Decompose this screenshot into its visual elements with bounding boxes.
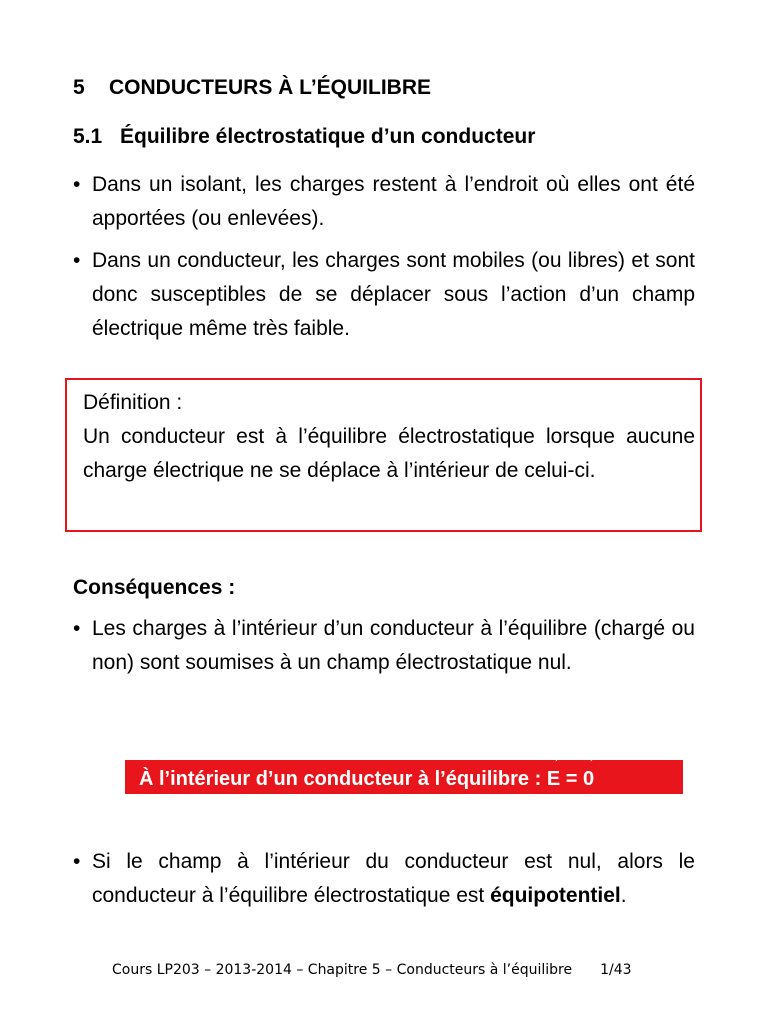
page-number: 1/43 [600,962,632,978]
definition-box [65,378,702,532]
section-title: CONDUCTEURS À L’ÉQUILIBRE [109,76,432,99]
consequence-bullet-equipotentiel [73,845,695,913]
bullet-icon: • [73,850,81,873]
vector-e [546,749,561,796]
definition-text: Un conducteur est à l’équilibre électrostatique lorsque aucune charge électrique ne se déplace à l’intérieur de celui-ci. [83,425,695,482]
consequence-bullet-charges [73,612,695,680]
intro-bullet-conducteur [73,244,695,346]
subsection-heading [73,122,693,152]
equals-sign: = [560,768,583,790]
subsection-title: Équilibre électrostatique d’un conducteur [120,125,536,148]
vector-e-letter: E [546,768,561,790]
bullet-text: Dans un isolant, les charges restent à l’endroit où elles ont été apportées (ou enlevées). [92,173,695,230]
section-heading [73,73,693,103]
section-number: 5 [73,76,85,99]
bullet-text: Dans un conducteur, les charges sont mobiles (ou libres) et sont donc susceptibles de se déplacer sous l’action d’un champ électrique même très faible. [92,249,695,340]
bullet-text-before: Si le champ à l’intérieur du conducteur est nul, alors le conducteur à l’équilibre électrostatique est [92,850,695,907]
bullet-text: Les charges à l’intérieur d’un conducteur à l’équilibre (chargé ou non) sont soumises à un champ électrostatique nul. [92,617,695,674]
banner-text: À l’intérieur d’un conducteur à l’équilibre : [139,768,547,790]
vector-arrow-icon: → [546,749,561,765]
vector-arrow-icon: → [581,749,596,765]
key-result-banner [125,749,683,794]
vector-zero [581,749,596,796]
bullet-icon: • [73,617,81,640]
consequences-heading: Conséquences : [73,576,236,599]
bullet-text [92,845,695,913]
bullet-icon: • [73,173,81,196]
bullet-icon: • [73,249,81,272]
bullet-text-bold: équipotentiel [490,884,621,907]
subsection-number: 5.1 [73,125,103,148]
vector-zero-digit: 0 [582,768,595,790]
bullet-text-after: . [620,884,627,907]
intro-bullet-isolant [73,168,695,236]
page-footer [112,960,632,980]
definition-title: Définition : [83,391,183,414]
footer-course: Cours LP203 – 2013-2014 – Chapitre 5 – Conducteurs à l’équilibre [112,962,573,978]
